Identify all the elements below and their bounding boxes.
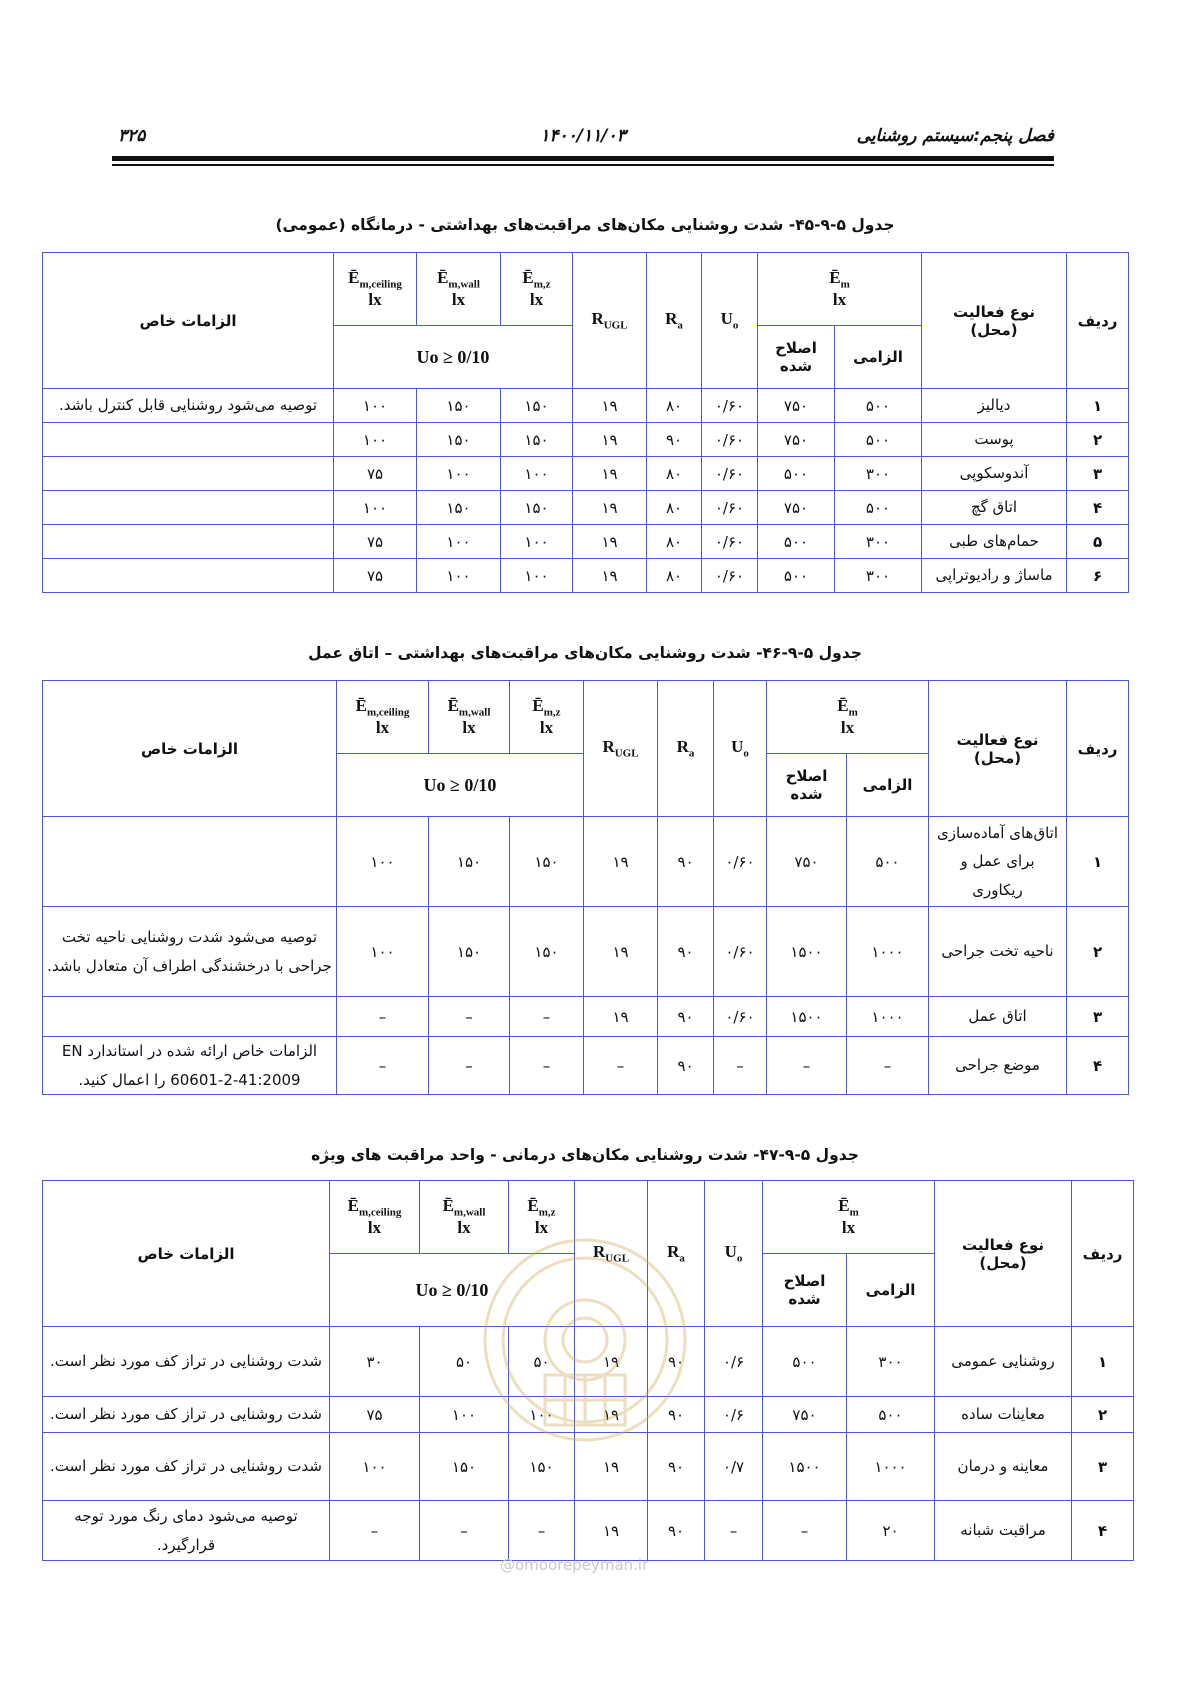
uo-value-cell: ۰/۶۰ <box>702 559 758 593</box>
table-row <box>43 997 1129 1037</box>
table-row <box>43 423 1129 457</box>
mandatory-value-cell: ۵۰۰ <box>847 1397 935 1433</box>
emwall-value-cell: – <box>429 997 510 1037</box>
col-activity-header: نوع فعالیت (محل) <box>935 1181 1072 1327</box>
ra-value-cell: ۹۰ <box>647 423 702 457</box>
uo-value-cell: ۰/۶۰ <box>714 907 767 997</box>
table2-body <box>43 817 1129 1095</box>
ra-value-cell: ۹۰ <box>648 1501 705 1561</box>
col-mandatory-header: الزامی <box>847 754 929 817</box>
emwall-value-cell: ۱۰۰ <box>420 1397 509 1433</box>
col-emz-header: $Ē_{m,z}$ lx <box>510 681 584 754</box>
requirements-cell <box>43 525 334 559</box>
emz-value-cell: ۵۰ <box>509 1327 575 1397</box>
table-row <box>43 457 1129 491</box>
activity-cell: روشنایی عمومی <box>935 1327 1072 1397</box>
requirements-cell: شدت روشنایی در تراز کف مورد نظر است. <box>43 1397 330 1433</box>
col-emwall-header: $Ē_{m,wall}$ lx <box>429 681 510 754</box>
rugl-value-cell: ۱۹ <box>575 1397 648 1433</box>
rugl-value-cell: ۱۹ <box>584 817 658 907</box>
row-number-cell: ۲ <box>1072 1397 1134 1433</box>
activity-cell: موضع جراحی <box>929 1037 1067 1095</box>
activity-cell: ناحیه تخت جراحی <box>929 907 1067 997</box>
requirements-cell: توصیه می‌شود روشنایی قابل کنترل باشد. <box>43 389 334 423</box>
row-number-cell: ۴ <box>1067 491 1129 525</box>
requirements-cell: توصیه می‌شود دمای رنگ مورد توجه قرارگیرد. <box>43 1501 330 1561</box>
uo-value-cell: ۰/۶ <box>705 1397 763 1433</box>
requirements-cell <box>43 457 334 491</box>
corrected-value-cell: – <box>763 1501 847 1561</box>
emz-value-cell: – <box>510 997 584 1037</box>
emz-value-cell: ۱۵۰ <box>501 389 573 423</box>
emwall-value-cell: – <box>429 1037 510 1095</box>
col-emceiling-header: $Ē_{m,ceiling}$ lx <box>334 253 417 326</box>
table-row <box>43 1501 1134 1561</box>
activity-cell: اتاق عمل <box>929 997 1067 1037</box>
mandatory-value-cell: ۳۰۰ <box>835 559 922 593</box>
uo-value-cell: ۰/۶۰ <box>714 817 767 907</box>
mandatory-value-cell: ۱۰۰۰ <box>847 1433 935 1501</box>
col-mandatory-header: الزامی <box>835 326 922 389</box>
emceiling-value-cell: ۱۰۰ <box>337 817 429 907</box>
emwall-value-cell: ۱۰۰ <box>417 457 501 491</box>
rugl-value-cell: ۱۹ <box>575 1327 648 1397</box>
row-number-cell: ۱ <box>1072 1327 1134 1397</box>
emceiling-value-cell: ۱۰۰ <box>337 907 429 997</box>
col-rugl-header: $R_{UGL}$ <box>575 1181 648 1327</box>
col-emwall-header: $Ē_{m,wall}$ lx <box>420 1181 509 1254</box>
row-number-cell: ۶ <box>1067 559 1129 593</box>
col-corrected-header: اصلاح شده <box>763 1254 847 1327</box>
emz-value-cell: ۱۵۰ <box>501 423 573 457</box>
requirements-cell <box>43 817 337 907</box>
emz-value-cell: – <box>510 1037 584 1095</box>
corrected-value-cell: ۵۰۰ <box>763 1327 847 1397</box>
uo-value-cell: ۰/۶۰ <box>702 457 758 491</box>
table2 <box>42 680 1129 1095</box>
table-row <box>43 817 1129 907</box>
table-row <box>43 389 1129 423</box>
rugl-value-cell: ۱۹ <box>573 389 647 423</box>
table3-caption: جدول ۵-۹-۴۷- شدت روشنایی مکان‌های درمانی - واحد مراقبت های ویژه <box>311 1146 859 1164</box>
header-rule-thick <box>112 156 1054 161</box>
emz-value-cell: ۱۵۰ <box>510 907 584 997</box>
row-number-cell: ۳ <box>1067 997 1129 1037</box>
uo-condition: Uo ≥ 0/10 <box>330 1254 575 1327</box>
corrected-value-cell: ۷۵۰ <box>758 491 835 525</box>
col-activity-header: نوع فعالیت (محل) <box>922 253 1067 389</box>
activity-cell: حمام‌های طبی <box>922 525 1067 559</box>
emwall-value-cell: ۱۵۰ <box>417 491 501 525</box>
ra-value-cell: ۹۰ <box>658 997 714 1037</box>
rugl-value-cell: ۱۹ <box>584 997 658 1037</box>
chapter-title: فصل پنجم:سیستم روشنایی <box>856 126 1054 146</box>
ra-value-cell: ۸۰ <box>647 559 702 593</box>
table1-body <box>43 389 1129 593</box>
watermark-text: @omoorepeyman.ir <box>500 1556 649 1574</box>
ra-value-cell: ۸۰ <box>647 389 702 423</box>
emceiling-value-cell: ۱۰۰ <box>334 423 417 457</box>
uo-condition: Uo ≥ 0/10 <box>337 754 584 817</box>
ra-value-cell: ۹۰ <box>658 817 714 907</box>
corrected-value-cell: ۵۰۰ <box>758 457 835 491</box>
emceiling-value-cell: – <box>337 997 429 1037</box>
col-em-header: $Ē_m$ lx <box>767 681 929 754</box>
mandatory-value-cell: ۳۰۰ <box>835 457 922 491</box>
col-emz-header: $Ē_{m,z}$ lx <box>509 1181 575 1254</box>
ra-value-cell: ۹۰ <box>648 1433 705 1501</box>
table-row <box>43 1037 1129 1095</box>
mandatory-value-cell: ۵۰۰ <box>835 389 922 423</box>
col-mandatory-header: الزامی <box>847 1254 935 1327</box>
col-emz-header: $Ē_{m,z}$ lx <box>501 253 573 326</box>
row-number-cell: ۳ <box>1067 457 1129 491</box>
rugl-value-cell: ۱۹ <box>584 907 658 997</box>
mandatory-value-cell: ۱۰۰۰ <box>847 907 929 997</box>
mandatory-value-cell: ۳۰۰ <box>847 1327 935 1397</box>
emceiling-value-cell: – <box>330 1501 420 1561</box>
col-row-header: ردیف <box>1072 1181 1134 1327</box>
table-row <box>43 491 1129 525</box>
uo-value-cell: ۰/۶ <box>705 1327 763 1397</box>
emceiling-value-cell: ۷۵ <box>330 1397 420 1433</box>
emz-value-cell: ۱۰۰ <box>501 525 573 559</box>
emceiling-value-cell: ۱۰۰ <box>334 389 417 423</box>
header-date: ۱۴۰۰/۱۱/۰۳ <box>540 126 626 146</box>
col-uo-header: $U_o$ <box>702 253 758 389</box>
rugl-value-cell: ۱۹ <box>575 1433 648 1501</box>
uo-value-cell: ۰/۶۰ <box>702 389 758 423</box>
uo-value-cell: ۰/۶۰ <box>702 491 758 525</box>
requirements-cell: شدت روشنایی در تراز کف مورد نظر است. <box>43 1433 330 1501</box>
rugl-value-cell: – <box>584 1037 658 1095</box>
corrected-value-cell: ۱۵۰۰ <box>767 997 847 1037</box>
mandatory-value-cell: ۵۰۰ <box>835 491 922 525</box>
table1-caption: جدول ۵-۹-۴۵- شدت روشنایی مکان‌های مراقبت‌های بهداشتی - درمانگاه (عمومی) <box>275 216 895 234</box>
mandatory-value-cell: – <box>847 1037 929 1095</box>
col-em-header: $Ē_m$ lx <box>763 1181 935 1254</box>
page-header <box>112 120 1054 150</box>
uo-value-cell: ۰/۶۰ <box>714 997 767 1037</box>
emz-value-cell: ۱۵۰ <box>501 491 573 525</box>
col-emceiling-header: $Ē_{m,ceiling}$ lx <box>330 1181 420 1254</box>
col-ra-header: $R_a$ <box>648 1181 705 1327</box>
ra-value-cell: ۹۰ <box>648 1327 705 1397</box>
activity-cell: آندوسکوپی <box>922 457 1067 491</box>
col-corrected-header: اصلاح شده <box>767 754 847 817</box>
rugl-value-cell: ۱۹ <box>573 457 647 491</box>
ra-value-cell: ۹۰ <box>658 907 714 997</box>
rugl-value-cell: ۱۹ <box>575 1501 648 1561</box>
emwall-value-cell: ۱۵۰ <box>429 907 510 997</box>
mandatory-value-cell: ۳۰۰ <box>835 525 922 559</box>
table1 <box>42 252 1129 593</box>
emceiling-value-cell: ۷۵ <box>334 457 417 491</box>
activity-cell: مراقبت شبانه <box>935 1501 1072 1561</box>
watermark-stamp-icon <box>470 1215 700 1465</box>
corrected-value-cell: – <box>767 1037 847 1095</box>
emceiling-value-cell: ۱۰۰ <box>330 1433 420 1501</box>
ra-value-cell: ۸۰ <box>647 491 702 525</box>
ra-value-cell: ۹۰ <box>648 1397 705 1433</box>
requirements-cell <box>43 491 334 525</box>
uo-value-cell: ۰/۷ <box>705 1433 763 1501</box>
emceiling-value-cell: – <box>337 1037 429 1095</box>
activity-cell: معاینه و درمان <box>935 1433 1072 1501</box>
col-requirements-header: الزامات خاص <box>43 681 337 817</box>
rugl-value-cell: ۱۹ <box>573 525 647 559</box>
row-number-cell: ۳ <box>1072 1433 1134 1501</box>
emwall-value-cell: ۱۵۰ <box>429 817 510 907</box>
activity-cell: ماساژ و رادیوتراپی <box>922 559 1067 593</box>
col-rugl-header: $R_{UGL}$ <box>584 681 658 817</box>
emceiling-value-cell: ۷۵ <box>334 525 417 559</box>
requirements-cell <box>43 423 334 457</box>
rugl-value-cell: ۱۹ <box>573 423 647 457</box>
col-uo-header: $U_o$ <box>705 1181 763 1327</box>
emwall-value-cell: – <box>420 1501 509 1561</box>
corrected-value-cell: ۱۵۰۰ <box>767 907 847 997</box>
col-corrected-header: اصلاح شده <box>758 326 835 389</box>
corrected-value-cell: ۷۵۰ <box>763 1397 847 1433</box>
row-number-cell: ۱ <box>1067 817 1129 907</box>
rugl-value-cell: ۱۹ <box>573 559 647 593</box>
emceiling-value-cell: ۱۰۰ <box>334 491 417 525</box>
uo-condition: Uo ≥ 0/10 <box>334 326 573 389</box>
table-row <box>43 559 1129 593</box>
col-em-header: $Ē_m$ lx <box>758 253 922 326</box>
row-number-cell: ۴ <box>1067 1037 1129 1095</box>
corrected-value-cell: ۱۵۰۰ <box>763 1433 847 1501</box>
activity-cell: پوست <box>922 423 1067 457</box>
activity-cell: معاینات ساده <box>935 1397 1072 1433</box>
col-emwall-header: $Ē_{m,wall}$ lx <box>417 253 501 326</box>
mandatory-value-cell: ۱۰۰۰ <box>847 997 929 1037</box>
table-row <box>43 525 1129 559</box>
activity-cell: اتاق‌های آماده‌سازی برای عمل و ریکاوری <box>929 817 1067 907</box>
emz-value-cell: ۱۵۰ <box>509 1433 575 1501</box>
mandatory-value-cell: ۲۰ <box>847 1501 935 1561</box>
header-rule-thin <box>112 164 1054 166</box>
uo-value-cell: ۰/۶۰ <box>702 525 758 559</box>
ra-value-cell: ۸۰ <box>647 457 702 491</box>
row-number-cell: ۴ <box>1072 1501 1134 1561</box>
ra-value-cell: ۸۰ <box>647 525 702 559</box>
emz-value-cell: ۱۰۰ <box>501 457 573 491</box>
emwall-value-cell: ۱۵۰ <box>420 1433 509 1501</box>
col-uo-header: $U_o$ <box>714 681 767 817</box>
table-row <box>43 907 1129 997</box>
activity-cell: اتاق گچ <box>922 491 1067 525</box>
requirements-cell: شدت روشنایی در تراز کف مورد نظر است. <box>43 1327 330 1397</box>
ra-value-cell: ۹۰ <box>658 1037 714 1095</box>
uo-value-cell: – <box>714 1037 767 1095</box>
col-emceiling-header: $Ē_{m,ceiling}$ lx <box>337 681 429 754</box>
uo-value-cell: ۰/۶۰ <box>702 423 758 457</box>
requirements-cell: توصیه می‌شود شدت روشنایی ناحیه تخت جراحی با درخشندگی اطراف آن متعادل باشد. <box>43 907 337 997</box>
page-number: ۳۲۵ <box>118 126 146 146</box>
requirements-cell <box>43 559 334 593</box>
requirements-cell: الزامات خاص ارائه شده در استاندارد EN 60601-2-41:2009 را اعمال کنید. <box>43 1037 337 1095</box>
col-activity-header: نوع فعالیت (محل) <box>929 681 1067 817</box>
corrected-value-cell: ۷۵۰ <box>758 389 835 423</box>
mandatory-value-cell: ۵۰۰ <box>835 423 922 457</box>
emceiling-value-cell: ۷۵ <box>334 559 417 593</box>
emz-value-cell: ۱۰۰ <box>509 1397 575 1433</box>
row-number-cell: ۱ <box>1067 389 1129 423</box>
emz-value-cell: – <box>509 1501 575 1561</box>
emwall-value-cell: ۵۰ <box>420 1327 509 1397</box>
emceiling-value-cell: ۳۰ <box>330 1327 420 1397</box>
col-ra-header: $R_a$ <box>647 253 702 389</box>
col-requirements-header: الزامات خاص <box>43 1181 330 1327</box>
col-row-header: ردیف <box>1067 681 1129 817</box>
corrected-value-cell: ۵۰۰ <box>758 559 835 593</box>
emz-value-cell: ۱۵۰ <box>510 817 584 907</box>
emwall-value-cell: ۱۰۰ <box>417 525 501 559</box>
col-rugl-header: $R_{UGL}$ <box>573 253 647 389</box>
row-number-cell: ۲ <box>1067 423 1129 457</box>
activity-cell: دیالیز <box>922 389 1067 423</box>
requirements-cell <box>43 997 337 1037</box>
corrected-value-cell: ۷۵۰ <box>767 817 847 907</box>
emz-value-cell: ۱۰۰ <box>501 559 573 593</box>
row-number-cell: ۵ <box>1067 525 1129 559</box>
col-row-header: ردیف <box>1067 253 1129 389</box>
corrected-value-cell: ۵۰۰ <box>758 525 835 559</box>
row-number-cell: ۲ <box>1067 907 1129 997</box>
col-requirements-header: الزامات خاص <box>43 253 334 389</box>
table2-caption: جدول ۵-۹-۴۶- شدت روشنایی مکان‌های مراقبت‌های بهداشتی – اتاق عمل <box>308 644 862 662</box>
uo-value-cell: – <box>705 1501 763 1561</box>
emwall-value-cell: ۱۰۰ <box>417 559 501 593</box>
corrected-value-cell: ۷۵۰ <box>758 423 835 457</box>
emwall-value-cell: ۱۵۰ <box>417 423 501 457</box>
col-ra-header: $R_a$ <box>658 681 714 817</box>
emwall-value-cell: ۱۵۰ <box>417 389 501 423</box>
mandatory-value-cell: ۵۰۰ <box>847 817 929 907</box>
rugl-value-cell: ۱۹ <box>573 491 647 525</box>
